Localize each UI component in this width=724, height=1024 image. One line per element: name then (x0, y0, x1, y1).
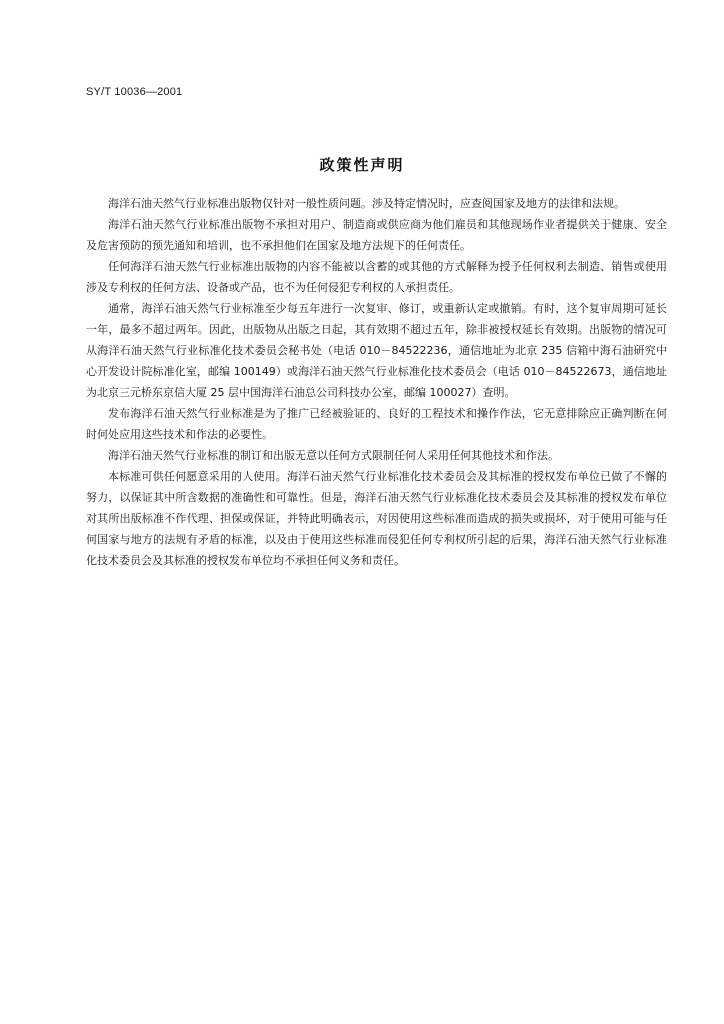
paragraph: 通常，海洋石油天然气行业标准至少每五年进行一次复审、修订，或重新认定或撤销。有时，这个复审周期可延长一年，最多不超过两年。因此，出版物从出版之日起，其有效期不超过五年，除非被授权延长有效期。出版物的情况可从海洋石油天然气行业标准化技术委员会秘书处（电话 010－84522236，通信地址为北京 235 信箱中海石油研究中心开发设计院标准化室，邮编 100149）或海洋石油天然气行业标准化技术委员会（电话 010－84522673，通信地址为北京三元桥东京信大厦 25 层中国海洋石油总公司科技办公室，邮编 100027）查明。 (86, 302, 667, 399)
statement-body (86, 193, 667, 571)
document-code: SY/T 10036—2001 (86, 86, 183, 98)
paragraph: 海洋石油天然气行业标准的制订和出版无意以任何方式限制任何人采用任何其他技术和作法。 (108, 449, 559, 462)
paragraph: 海洋石油天然气行业标准出版物不承担对用户、制造商或供应商为他们雇员和其他现场作业者提供关于健康、安全及危害预防的预先通知和培训，也不承担他们在国家及地方法规下的任何责任。 (86, 218, 667, 252)
paragraph: 本标准可供任何愿意采用的人使用。海洋石油天然气行业标准化技术委员会及其标准的授权发布单位已做了不懈的努力，以保证其中所含数据的准确性和可靠性。但是，海洋石油天然气行业标准化技术委员会及其标准的授权发布单位对其所出版标准不作代理、担保或保证，并特此明确表示，对因使用这些标准而造成的损失或损坏，对于使用可能与任何国家与地方的法规有矛盾的标准，以及由于使用这些标准而侵犯任何专利权所引起的后果，海洋石油天然气行业标准化技术委员会及其标准的授权发布单位均不承担任何义务和责任。 (86, 470, 667, 567)
paragraph: 发布海洋石油天然气行业标准是为了推广已经被验证的、良好的工程技术和操作作法，它无意排除应正确判断在何时何处应用这些技术和作法的必要性。 (86, 407, 667, 441)
paragraph: 海洋石油天然气行业标准出版物仅针对一般性质问题。涉及特定情况时，应查阅国家及地方的法律和法规。 (108, 197, 625, 210)
page-title: 政策性声明 (319, 156, 405, 174)
paragraph: 任何海洋石油天然气行业标准出版物的内容不能被以含蓄的或其他的方式解释为授予任何权利去制造、销售或使用涉及专利权的任何方法、设备或产品，也不为任何侵犯专利权的人承担责任。 (86, 260, 667, 294)
